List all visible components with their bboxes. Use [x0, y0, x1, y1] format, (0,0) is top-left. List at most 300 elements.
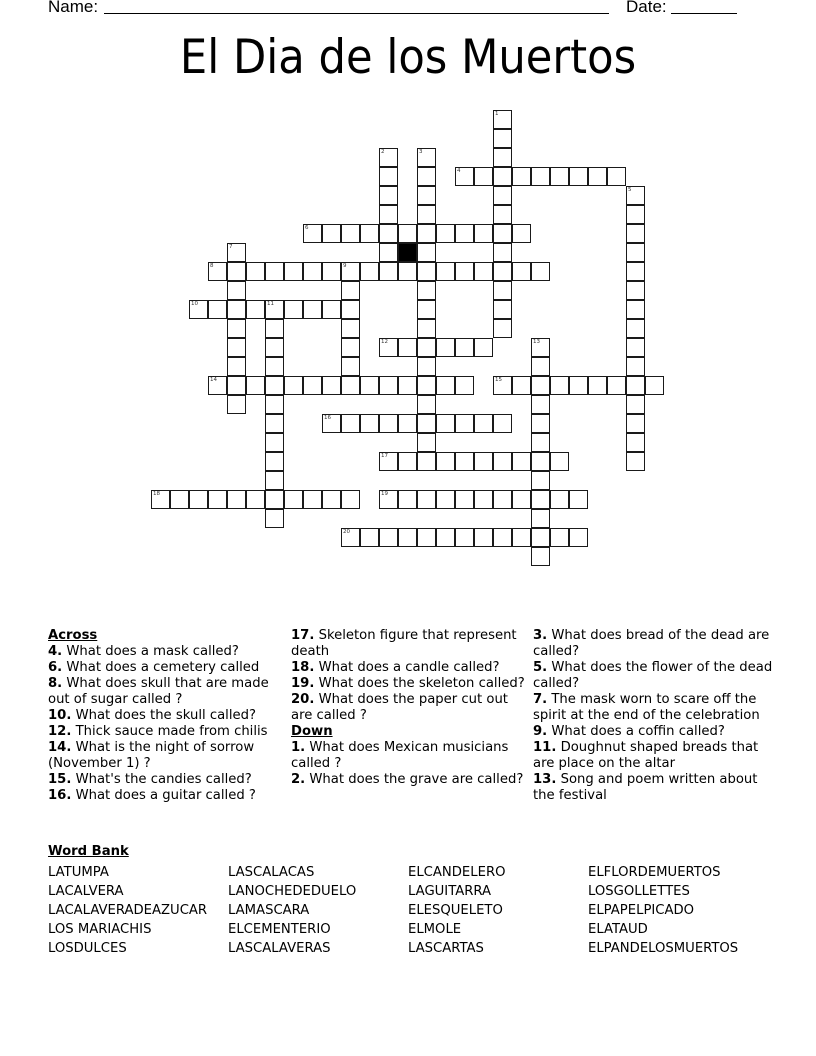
clue-text: Doughnut shaped breads that are place on the altar	[533, 740, 759, 771]
grid-cell[interactable]	[208, 262, 227, 281]
grid-cell[interactable]	[550, 528, 569, 547]
grid-cell[interactable]	[626, 262, 645, 281]
clue-number: 20.	[291, 692, 315, 707]
clue-number: 19	[381, 491, 388, 497]
grid-cell[interactable]	[474, 338, 493, 357]
grid-cell[interactable]	[379, 338, 398, 357]
grid-cell[interactable]	[417, 395, 436, 414]
grid-cell[interactable]	[379, 452, 398, 471]
grid-cell[interactable]	[531, 262, 550, 281]
grid-cell[interactable]	[436, 262, 455, 281]
grid-cell[interactable]	[531, 490, 550, 509]
grid-cell[interactable]	[417, 186, 436, 205]
grid-cell[interactable]	[455, 528, 474, 547]
grid-cell[interactable]	[474, 490, 493, 509]
grid-cell[interactable]	[531, 471, 550, 490]
grid-cell[interactable]	[341, 300, 360, 319]
grid-cell[interactable]	[626, 433, 645, 452]
grid-cell[interactable]	[303, 376, 322, 395]
down-clue	[533, 772, 773, 804]
grid-cell[interactable]	[227, 357, 246, 376]
clue-text: What does the paper cut out are called ?	[291, 692, 508, 723]
grid-cell[interactable]	[474, 224, 493, 243]
word-bank-item: ELMOLE	[408, 922, 462, 937]
grid-cell[interactable]	[531, 433, 550, 452]
grid-cell[interactable]	[322, 300, 341, 319]
grid-cell[interactable]	[493, 110, 512, 129]
clue-number: 8.	[48, 676, 63, 691]
grid-cell[interactable]	[227, 338, 246, 357]
clue-number: 11	[267, 301, 274, 307]
clue-number: 8	[210, 263, 214, 269]
grid-cell[interactable]	[322, 262, 341, 281]
grid-cell[interactable]	[493, 148, 512, 167]
clue-number: 10.	[48, 708, 72, 723]
clue-number: 3	[419, 149, 423, 155]
clue-text: What does skull that are made out of sugar called ?	[48, 676, 269, 707]
grid-cell[interactable]	[474, 528, 493, 547]
grid-cell[interactable]	[436, 376, 455, 395]
grid-cell[interactable]	[379, 376, 398, 395]
grid-cell[interactable]	[265, 471, 284, 490]
word-bank-item: LOSGOLLETTES	[588, 884, 690, 899]
word-bank-item: ELCANDELERO	[408, 865, 506, 880]
date-label: Date:	[626, 0, 667, 16]
across-clue	[48, 676, 288, 708]
across-clue	[291, 692, 531, 724]
grid-cell[interactable]	[550, 376, 569, 395]
grid-cell[interactable]	[341, 338, 360, 357]
name-date-line	[48, 0, 667, 17]
grid-cell[interactable]	[493, 129, 512, 148]
grid-cell[interactable]	[436, 452, 455, 471]
clue-text: Thick sauce made from chilis	[71, 724, 268, 739]
grid-cell[interactable]	[246, 490, 265, 509]
clue-number: 10	[191, 301, 198, 307]
grid-cell[interactable]	[626, 224, 645, 243]
grid-cell[interactable]	[455, 376, 474, 395]
grid-cell[interactable]	[436, 414, 455, 433]
grid-cell[interactable]	[569, 490, 588, 509]
grid-cell[interactable]	[379, 148, 398, 167]
grid-cell[interactable]	[493, 452, 512, 471]
grid-cell[interactable]	[493, 205, 512, 224]
down-clue	[533, 724, 773, 740]
grid-cell[interactable]	[265, 395, 284, 414]
grid-cell[interactable]	[417, 414, 436, 433]
grid-cell[interactable]	[398, 376, 417, 395]
grid-cell[interactable]	[398, 528, 417, 547]
across-clue	[291, 628, 531, 660]
grid-cell[interactable]	[379, 243, 398, 262]
grid-cell[interactable]	[645, 376, 664, 395]
grid-cell[interactable]	[607, 376, 626, 395]
grid-cell[interactable]	[398, 452, 417, 471]
grid-cell[interactable]	[303, 490, 322, 509]
grid-cell[interactable]	[284, 376, 303, 395]
grid-cell[interactable]	[379, 205, 398, 224]
grid-cell[interactable]	[398, 338, 417, 357]
grid-cell[interactable]	[493, 262, 512, 281]
grid-cell[interactable]	[189, 490, 208, 509]
grid-cell[interactable]	[227, 262, 246, 281]
grid-cell[interactable]	[455, 224, 474, 243]
word-bank-item: ELESQUELETO	[408, 903, 503, 918]
grid-cell[interactable]	[493, 414, 512, 433]
grid-cell[interactable]	[417, 490, 436, 509]
grid-cell[interactable]	[417, 376, 436, 395]
grid-cell[interactable]	[151, 490, 170, 509]
grid-cell[interactable]	[569, 376, 588, 395]
clue-number: 1	[495, 111, 499, 117]
down-clue	[291, 740, 531, 772]
word-bank-item: LOSDULCES	[48, 941, 127, 956]
grid-cell[interactable]	[341, 490, 360, 509]
across-clue	[48, 660, 288, 676]
clue-number: 7.	[533, 692, 548, 707]
word-bank-item: ELFLORDEMUERTOS	[588, 865, 721, 880]
grid-cell[interactable]	[322, 224, 341, 243]
clue-text: What does the flower of the dead called?	[533, 660, 773, 691]
grid-cell[interactable]	[512, 528, 531, 547]
word-bank-item: LACALVERA	[48, 884, 124, 899]
grid-cell[interactable]	[417, 452, 436, 471]
grid-cell[interactable]	[455, 452, 474, 471]
grid-cell[interactable]	[265, 376, 284, 395]
grid-cell[interactable]	[531, 376, 550, 395]
clue-text: The mask worn to scare off the spirit at the end of the celebration	[533, 692, 760, 723]
clue-number: 4.	[48, 644, 63, 659]
grid-cell[interactable]	[455, 262, 474, 281]
grid-cell[interactable]	[569, 167, 588, 186]
grid-cell[interactable]	[208, 300, 227, 319]
grid-cell[interactable]	[531, 357, 550, 376]
grid-cell[interactable]	[417, 338, 436, 357]
grid-cell[interactable]	[398, 414, 417, 433]
clue-number: 13	[533, 339, 540, 345]
grid-cell[interactable]	[626, 357, 645, 376]
grid-cell[interactable]	[417, 167, 436, 186]
grid-cell[interactable]	[493, 243, 512, 262]
grid-cell[interactable]	[341, 224, 360, 243]
grid-cell[interactable]	[398, 262, 417, 281]
grid-cell[interactable]	[607, 167, 626, 186]
clue-number: 14.	[48, 740, 72, 755]
grid-cell[interactable]	[588, 167, 607, 186]
grid-cell[interactable]	[626, 414, 645, 433]
grid-cell[interactable]	[322, 414, 341, 433]
grid-cell[interactable]	[436, 490, 455, 509]
word-bank-item: LOS MARIACHIS	[48, 922, 152, 937]
grid-cell[interactable]	[189, 300, 208, 319]
clue-number: 2.	[291, 772, 306, 787]
grid-cell[interactable]	[246, 300, 265, 319]
name-label: Name:	[48, 0, 99, 16]
grid-cell[interactable]	[417, 243, 436, 262]
grid-cell[interactable]	[474, 262, 493, 281]
grid-cell[interactable]	[360, 224, 379, 243]
word-bank-column	[408, 863, 505, 958]
grid-cell[interactable]	[227, 243, 246, 262]
down-clue	[533, 660, 773, 692]
clue-text: What does a candle called?	[314, 660, 500, 675]
grid-cell[interactable]	[493, 319, 512, 338]
grid-cell[interactable]	[626, 452, 645, 471]
grid-cell[interactable]	[493, 300, 512, 319]
grid-cell[interactable]	[265, 490, 284, 509]
down-clue	[533, 628, 773, 660]
grid-cell[interactable]	[284, 300, 303, 319]
grid-cell[interactable]	[417, 281, 436, 300]
grid-cell[interactable]	[265, 452, 284, 471]
grid-cell[interactable]	[417, 262, 436, 281]
clue-number: 15	[495, 377, 502, 383]
grid-cell[interactable]	[379, 490, 398, 509]
grid-cell[interactable]	[531, 414, 550, 433]
grid-cell[interactable]	[303, 262, 322, 281]
clue-text: What is the night of sorrow (November 1) ?	[48, 740, 255, 771]
grid-cell[interactable]	[379, 528, 398, 547]
clue-number: 19.	[291, 676, 315, 691]
grid-cell[interactable]	[550, 452, 569, 471]
grid-cell[interactable]	[227, 300, 246, 319]
clue-number: 4	[457, 168, 461, 174]
grid-cell[interactable]	[417, 300, 436, 319]
grid-cell[interactable]	[265, 414, 284, 433]
grid-cell[interactable]	[550, 167, 569, 186]
clue-number: 2	[381, 149, 385, 155]
grid-cell[interactable]	[303, 300, 322, 319]
clue-number: 5.	[533, 660, 548, 675]
grid-cell[interactable]	[265, 338, 284, 357]
grid-cell[interactable]	[341, 528, 360, 547]
clue-number: 3.	[533, 628, 548, 643]
grid-cell[interactable]	[379, 262, 398, 281]
grid-cell[interactable]	[322, 490, 341, 509]
clues-column-2	[291, 628, 531, 788]
clue-number: 6	[305, 225, 309, 231]
grid-cell[interactable]	[417, 319, 436, 338]
down-clue	[291, 772, 531, 788]
clue-number: 11.	[533, 740, 557, 755]
clue-text: What does Mexican musicians called ?	[291, 740, 509, 771]
grid-cell[interactable]	[379, 167, 398, 186]
word-bank-item: LASCALAVERAS	[228, 941, 331, 956]
grid-cell[interactable]	[284, 262, 303, 281]
grid-cell[interactable]	[341, 414, 360, 433]
grid-cell[interactable]	[588, 376, 607, 395]
grid-cell[interactable]	[474, 414, 493, 433]
grid-cell[interactable]	[227, 490, 246, 509]
across-clue	[48, 772, 288, 788]
grid-cell[interactable]	[512, 376, 531, 395]
clue-number: 12	[381, 339, 388, 345]
grid-cell[interactable]	[417, 528, 436, 547]
across-clue	[291, 660, 531, 676]
grid-cell[interactable]	[379, 186, 398, 205]
grid-cell[interactable]	[208, 490, 227, 509]
grid-cell[interactable]	[265, 319, 284, 338]
clue-text: What does a guitar called ?	[71, 788, 256, 803]
word-bank-item: ELPANDELOSMUERTOS	[588, 941, 739, 956]
word-bank-item: LACALAVERADEAZUCAR	[48, 903, 208, 918]
clues-column-1	[48, 628, 288, 804]
grid-cell[interactable]	[531, 338, 550, 357]
grid-cell[interactable]	[227, 395, 246, 414]
clue-number: 16	[324, 415, 331, 421]
grid-cell[interactable]	[512, 224, 531, 243]
grid-cell[interactable]	[341, 319, 360, 338]
grid-cell[interactable]	[341, 281, 360, 300]
word-bank-item: ELPAPELPICADO	[588, 903, 695, 918]
grid-cell[interactable]	[493, 167, 512, 186]
grid-cell[interactable]	[436, 338, 455, 357]
grid-cell[interactable]	[512, 452, 531, 471]
clue-text: What does a mask called?	[62, 644, 239, 659]
clue-number: 7	[229, 244, 233, 250]
word-bank-item: LATUMPA	[48, 865, 109, 880]
word-bank-item: LAGUITARRA	[408, 884, 492, 899]
grid-cell[interactable]	[493, 376, 512, 395]
grid-cell[interactable]	[227, 281, 246, 300]
grid-cell[interactable]	[455, 490, 474, 509]
grid-cell[interactable]	[531, 509, 550, 528]
grid-cell[interactable]	[512, 167, 531, 186]
grid-cell[interactable]	[360, 376, 379, 395]
grid-cell[interactable]	[493, 186, 512, 205]
grid-cell[interactable]	[626, 338, 645, 357]
grid-cell[interactable]	[474, 167, 493, 186]
grid-cell[interactable]	[360, 262, 379, 281]
grid-cell[interactable]	[398, 490, 417, 509]
grid-cell[interactable]	[512, 490, 531, 509]
clue-text: What does the skull called?	[71, 708, 256, 723]
grid-cell[interactable]	[265, 509, 284, 528]
grid-cell[interactable]	[493, 281, 512, 300]
across-heading: Across	[48, 628, 98, 643]
page-title: El Dia de los Muertos	[179, 30, 637, 85]
clue-number: 1.	[291, 740, 306, 755]
clue-text: Skeleton figure that represent death	[291, 628, 517, 659]
clue-number: 14	[210, 377, 217, 383]
grid-cell[interactable]	[227, 319, 246, 338]
clue-number: 17	[381, 453, 388, 459]
grid-cell[interactable]	[626, 376, 645, 395]
clue-number: 6.	[48, 660, 63, 675]
grid-cell[interactable]	[246, 262, 265, 281]
clue-number: 15.	[48, 772, 72, 787]
grid-cell[interactable]	[227, 376, 246, 395]
grid-cell[interactable]	[531, 528, 550, 547]
grid-cell[interactable]	[531, 395, 550, 414]
clue-number: 9.	[533, 724, 548, 739]
across-clue	[48, 708, 288, 724]
clue-number: 16.	[48, 788, 72, 803]
clue-number: 20	[343, 529, 350, 535]
down-clue	[533, 740, 773, 772]
grid-cell[interactable]	[626, 186, 645, 205]
grid-cell[interactable]	[265, 300, 284, 319]
grid-cell[interactable]	[284, 490, 303, 509]
date-field[interactable]	[671, 0, 737, 14]
grid-cell[interactable]	[265, 357, 284, 376]
grid-cell[interactable]	[531, 547, 550, 566]
grid-cell[interactable]	[436, 224, 455, 243]
grid-cell[interactable]	[360, 414, 379, 433]
clue-number: 9	[343, 263, 347, 269]
across-clue	[48, 788, 288, 804]
down-clue	[533, 692, 773, 724]
clue-text: What does the grave are called?	[305, 772, 524, 787]
grid-cell[interactable]	[170, 490, 189, 509]
grid-cell[interactable]	[208, 376, 227, 395]
grid-cell[interactable]	[493, 490, 512, 509]
grid-cell[interactable]	[379, 414, 398, 433]
word-bank-column	[48, 863, 207, 958]
grid-cell[interactable]	[569, 528, 588, 547]
word-bank-item: LASCARTAS	[408, 941, 484, 956]
grid-cell[interactable]	[417, 224, 436, 243]
grid-cell[interactable]	[626, 319, 645, 338]
grid-cell[interactable]	[341, 376, 360, 395]
grid-cell[interactable]	[417, 357, 436, 376]
grid-cell[interactable]	[360, 528, 379, 547]
down-heading: Down	[291, 724, 333, 739]
grid-cell[interactable]	[341, 357, 360, 376]
grid-cell[interactable]	[417, 148, 436, 167]
grid-cell[interactable]	[379, 224, 398, 243]
clue-text: What does bread of the dead are called?	[533, 628, 770, 659]
name-field[interactable]	[104, 0, 609, 14]
clue-text: What does the skeleton called?	[314, 676, 525, 691]
grid-cell[interactable]	[550, 490, 569, 509]
grid-cell[interactable]	[341, 262, 360, 281]
grid-cell[interactable]	[417, 205, 436, 224]
grid-cell[interactable]	[265, 433, 284, 452]
clues-column-3	[533, 628, 773, 804]
grid-cell[interactable]	[398, 224, 417, 243]
grid-cell[interactable]	[246, 376, 265, 395]
grid-cell[interactable]	[626, 395, 645, 414]
grid-cell[interactable]	[436, 528, 455, 547]
grid-cell[interactable]	[493, 528, 512, 547]
grid-cell[interactable]	[455, 338, 474, 357]
grid-cell[interactable]	[626, 281, 645, 300]
grid-cell[interactable]	[626, 300, 645, 319]
grid-cell[interactable]	[531, 167, 550, 186]
black-square	[398, 243, 417, 262]
grid-cell[interactable]	[417, 433, 436, 452]
grid-cell[interactable]	[474, 452, 493, 471]
word-bank-item: LANOCHEDEDUELO	[228, 884, 357, 899]
clue-number: 5	[628, 187, 632, 193]
clue-text: What's the candies called?	[71, 772, 252, 787]
word-bank-item: ELATAUD	[588, 922, 648, 937]
grid-cell[interactable]	[531, 452, 550, 471]
word-bank-item: ELCEMENTERIO	[228, 922, 331, 937]
grid-cell[interactable]	[265, 262, 284, 281]
grid-cell[interactable]	[626, 205, 645, 224]
grid-cell[interactable]	[626, 243, 645, 262]
grid-cell[interactable]	[455, 414, 474, 433]
grid-cell[interactable]	[322, 376, 341, 395]
word-bank-item: LAMASCARA	[228, 903, 310, 918]
grid-cell[interactable]	[455, 167, 474, 186]
clue-number: 18.	[291, 660, 315, 675]
grid-cell[interactable]	[512, 262, 531, 281]
grid-cell[interactable]	[303, 224, 322, 243]
grid-cell[interactable]	[493, 224, 512, 243]
